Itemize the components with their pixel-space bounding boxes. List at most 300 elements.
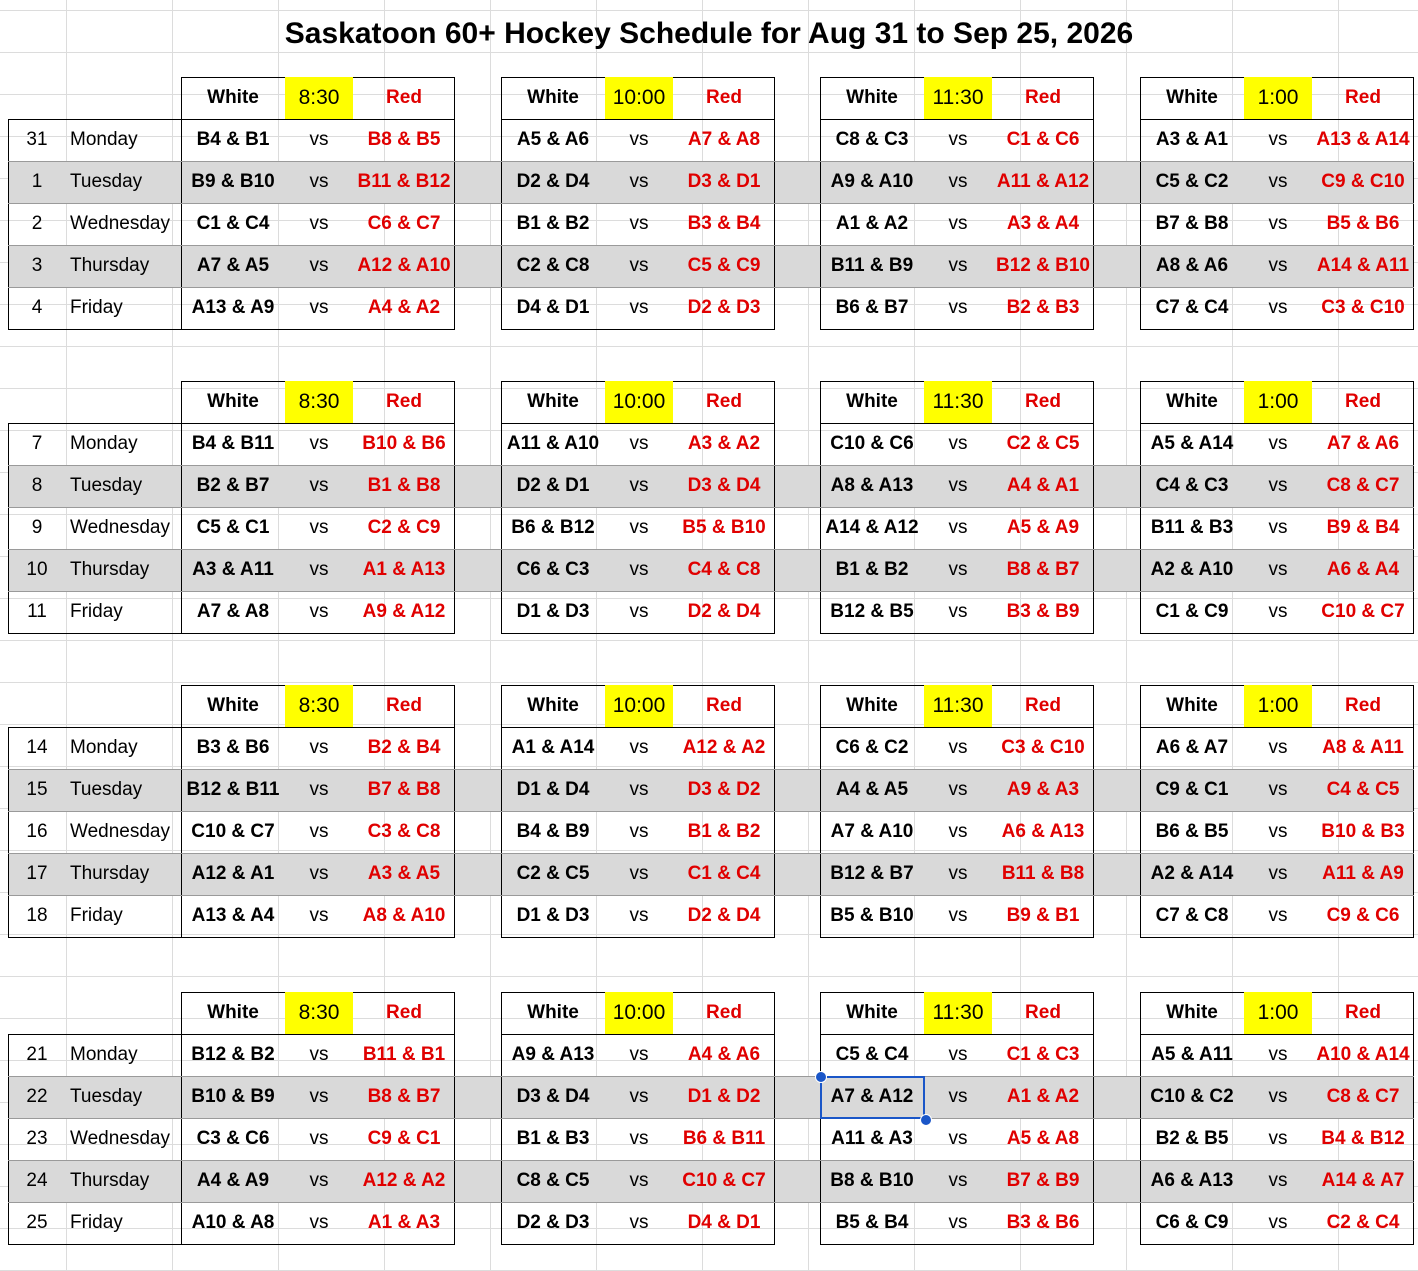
red-team-cell[interactable]: A7 & A6 xyxy=(1326,433,1400,454)
vs-cell[interactable]: vs xyxy=(309,559,329,580)
vs-cell[interactable]: vs xyxy=(1268,737,1288,758)
white-team-cell[interactable]: D2 & D4 xyxy=(516,171,590,192)
vs-cell[interactable]: vs xyxy=(948,171,968,192)
red-team-cell[interactable]: B4 & B12 xyxy=(1321,1128,1405,1149)
vs-cell[interactable]: vs xyxy=(1268,171,1288,192)
day-cell[interactable]: Monday xyxy=(70,737,138,758)
white-team-cell[interactable]: D1 & D3 xyxy=(516,905,590,926)
red-team-cell[interactable]: A4 & A6 xyxy=(687,1044,761,1065)
red-team-cell[interactable]: D3 & D1 xyxy=(687,171,761,192)
red-team-cell[interactable]: C3 & C10 xyxy=(1321,297,1405,318)
white-team-cell[interactable]: A3 & A11 xyxy=(192,559,274,580)
white-team-cell[interactable]: A2 & A14 xyxy=(1150,863,1234,884)
date-cell[interactable]: 23 xyxy=(26,1128,48,1149)
red-team-cell[interactable]: A10 & A14 xyxy=(1316,1044,1410,1065)
white-team-cell[interactable]: A5 & A11 xyxy=(1151,1044,1233,1065)
white-team-cell[interactable]: C8 & C5 xyxy=(516,1170,590,1191)
vs-cell[interactable]: vs xyxy=(629,1170,649,1191)
header-white[interactable]: White xyxy=(1166,391,1218,412)
header-white[interactable]: White xyxy=(527,391,579,412)
white-team-cell[interactable]: D2 & D1 xyxy=(516,475,590,496)
vs-cell[interactable]: vs xyxy=(948,779,968,800)
red-team-cell[interactable]: A12 & A2 xyxy=(682,737,766,758)
white-team-cell[interactable]: A5 & A14 xyxy=(1150,433,1234,454)
day-cell[interactable]: Monday xyxy=(70,129,138,150)
vs-cell[interactable]: vs xyxy=(629,905,649,926)
red-team-cell[interactable]: A3 & A5 xyxy=(367,863,441,884)
red-team-cell[interactable]: A1 & A2 xyxy=(1006,1086,1080,1107)
red-team-cell[interactable]: C2 & C5 xyxy=(1006,433,1080,454)
red-team-cell[interactable]: A12 & A10 xyxy=(357,255,451,276)
header-white[interactable]: White xyxy=(1166,1002,1218,1023)
white-team-cell[interactable]: A5 & A6 xyxy=(516,129,590,150)
red-team-cell[interactable]: A8 & A11 xyxy=(1322,737,1404,758)
header-time[interactable]: 10:00 xyxy=(605,992,673,1034)
vs-cell[interactable]: vs xyxy=(1268,863,1288,884)
white-team-cell[interactable]: C10 & C6 xyxy=(830,433,914,454)
day-cell[interactable]: Thursday xyxy=(70,863,150,884)
red-team-cell[interactable]: B5 & B6 xyxy=(1326,213,1400,234)
white-team-cell[interactable]: C6 & C3 xyxy=(516,559,590,580)
date-cell[interactable]: 18 xyxy=(26,905,48,926)
header-white[interactable]: White xyxy=(207,1002,259,1023)
red-team-cell[interactable]: C4 & C5 xyxy=(1326,779,1400,800)
white-team-cell[interactable]: C1 & C9 xyxy=(1155,601,1229,622)
day-cell[interactable]: Friday xyxy=(70,297,123,318)
white-team-cell[interactable]: C3 & C6 xyxy=(196,1128,270,1149)
white-team-cell[interactable]: B6 & B7 xyxy=(835,297,909,318)
vs-cell[interactable]: vs xyxy=(309,905,329,926)
vs-cell[interactable]: vs xyxy=(948,1044,968,1065)
white-team-cell[interactable]: B1 & B2 xyxy=(516,213,590,234)
white-team-cell[interactable]: C5 & C2 xyxy=(1155,171,1229,192)
vs-cell[interactable]: vs xyxy=(948,1170,968,1191)
header-white[interactable]: White xyxy=(207,695,259,716)
vs-cell[interactable]: vs xyxy=(309,1086,329,1107)
red-team-cell[interactable]: A14 & A7 xyxy=(1321,1170,1405,1191)
header-red[interactable]: Red xyxy=(1345,695,1381,716)
white-team-cell[interactable]: C5 & C1 xyxy=(196,517,270,538)
header-white[interactable]: White xyxy=(846,87,898,108)
header-time[interactable]: 8:30 xyxy=(285,685,353,727)
red-team-cell[interactable]: A14 & A11 xyxy=(1316,255,1410,276)
vs-cell[interactable]: vs xyxy=(1268,1170,1288,1191)
vs-cell[interactable]: vs xyxy=(948,213,968,234)
header-red[interactable]: Red xyxy=(1025,695,1061,716)
header-red[interactable]: Red xyxy=(706,391,742,412)
vs-cell[interactable]: vs xyxy=(309,517,329,538)
white-team-cell[interactable]: C2 & C8 xyxy=(516,255,590,276)
vs-cell[interactable]: vs xyxy=(629,1212,649,1233)
red-team-cell[interactable]: B7 & B9 xyxy=(1006,1170,1080,1191)
header-time[interactable]: 8:30 xyxy=(285,77,353,119)
vs-cell[interactable]: vs xyxy=(629,559,649,580)
header-white[interactable]: White xyxy=(1166,695,1218,716)
vs-cell[interactable]: vs xyxy=(629,475,649,496)
white-team-cell[interactable]: A13 & A4 xyxy=(191,905,275,926)
white-team-cell[interactable]: A1 & A2 xyxy=(835,213,909,234)
date-cell[interactable]: 24 xyxy=(26,1170,48,1191)
header-time[interactable]: 11:30 xyxy=(924,992,992,1034)
white-team-cell[interactable]: D2 & D3 xyxy=(516,1212,590,1233)
red-team-cell[interactable]: B5 & B10 xyxy=(682,517,766,538)
white-team-cell[interactable]: C10 & C7 xyxy=(191,821,275,842)
white-team-cell[interactable]: A3 & A1 xyxy=(1155,129,1229,150)
vs-cell[interactable]: vs xyxy=(948,517,968,538)
vs-cell[interactable]: vs xyxy=(309,213,329,234)
red-team-cell[interactable]: D3 & D4 xyxy=(687,475,761,496)
red-team-cell[interactable]: A1 & A13 xyxy=(362,559,446,580)
header-red[interactable]: Red xyxy=(1345,1002,1381,1023)
red-team-cell[interactable]: B9 & B4 xyxy=(1326,517,1400,538)
vs-cell[interactable]: vs xyxy=(948,1086,968,1107)
vs-cell[interactable]: vs xyxy=(1268,297,1288,318)
vs-cell[interactable]: vs xyxy=(629,1044,649,1065)
day-cell[interactable]: Tuesday xyxy=(70,779,143,800)
white-team-cell[interactable]: B7 & B8 xyxy=(1155,213,1229,234)
vs-cell[interactable]: vs xyxy=(629,779,649,800)
white-team-cell[interactable]: C7 & C8 xyxy=(1155,905,1229,926)
vs-cell[interactable]: vs xyxy=(309,433,329,454)
red-team-cell[interactable]: C2 & C4 xyxy=(1326,1212,1400,1233)
white-team-cell[interactable]: A11 & A10 xyxy=(506,433,600,454)
vs-cell[interactable]: vs xyxy=(948,737,968,758)
vs-cell[interactable]: vs xyxy=(629,863,649,884)
vs-cell[interactable]: vs xyxy=(309,171,329,192)
vs-cell[interactable]: vs xyxy=(629,297,649,318)
vs-cell[interactable]: vs xyxy=(948,863,968,884)
white-team-cell[interactable]: B2 & B5 xyxy=(1155,1128,1229,1149)
red-team-cell[interactable]: A8 & A10 xyxy=(362,905,446,926)
vs-cell[interactable]: vs xyxy=(1268,559,1288,580)
header-white[interactable]: White xyxy=(527,695,579,716)
header-red[interactable]: Red xyxy=(386,1002,422,1023)
header-white[interactable]: White xyxy=(207,391,259,412)
red-team-cell[interactable]: B7 & B8 xyxy=(367,779,441,800)
white-team-cell[interactable]: B3 & B6 xyxy=(196,737,270,758)
white-team-cell[interactable]: B11 & B3 xyxy=(1150,517,1234,538)
white-team-cell[interactable]: B10 & B9 xyxy=(191,1086,275,1107)
red-team-cell[interactable]: A9 & A12 xyxy=(362,601,446,622)
sheet-title[interactable]: Saskatoon 60+ Hockey Schedule for Aug 31 to Sep 25, 2026 xyxy=(284,17,1134,50)
red-team-cell[interactable]: B9 & B1 xyxy=(1006,905,1080,926)
vs-cell[interactable]: vs xyxy=(629,129,649,150)
white-team-cell[interactable]: A1 & A14 xyxy=(511,737,595,758)
red-team-cell[interactable]: C9 & C6 xyxy=(1326,905,1400,926)
red-team-cell[interactable]: A13 & A14 xyxy=(1316,129,1410,150)
vs-cell[interactable]: vs xyxy=(948,821,968,842)
red-team-cell[interactable]: A11 & A9 xyxy=(1322,863,1404,884)
white-team-cell[interactable]: A2 & A10 xyxy=(1150,559,1234,580)
red-team-cell[interactable]: D3 & D2 xyxy=(687,779,761,800)
header-red[interactable]: Red xyxy=(1025,87,1061,108)
red-team-cell[interactable]: A12 & A2 xyxy=(362,1170,446,1191)
day-cell[interactable]: Wednesday xyxy=(70,1128,170,1149)
red-team-cell[interactable]: A1 & A3 xyxy=(367,1212,441,1233)
white-team-cell[interactable]: B6 & B12 xyxy=(511,517,595,538)
red-team-cell[interactable]: C9 & C10 xyxy=(1321,171,1405,192)
vs-cell[interactable]: vs xyxy=(309,1170,329,1191)
red-team-cell[interactable]: A5 & A9 xyxy=(1006,517,1080,538)
vs-cell[interactable]: vs xyxy=(309,863,329,884)
date-cell[interactable]: 31 xyxy=(26,129,48,150)
header-red[interactable]: Red xyxy=(1345,87,1381,108)
white-team-cell[interactable]: B1 & B3 xyxy=(516,1128,590,1149)
red-team-cell[interactable]: B2 & B3 xyxy=(1006,297,1080,318)
selection-handle-top-left[interactable] xyxy=(815,1071,827,1083)
vs-cell[interactable]: vs xyxy=(629,821,649,842)
vs-cell[interactable]: vs xyxy=(1268,255,1288,276)
red-team-cell[interactable]: C6 & C7 xyxy=(367,213,441,234)
day-cell[interactable]: Tuesday xyxy=(70,171,143,192)
red-team-cell[interactable]: C1 & C3 xyxy=(1006,1044,1080,1065)
red-team-cell[interactable]: A7 & A8 xyxy=(687,129,761,150)
vs-cell[interactable]: vs xyxy=(629,601,649,622)
white-team-cell[interactable]: B4 & B1 xyxy=(196,129,270,150)
vs-cell[interactable]: vs xyxy=(309,255,329,276)
day-cell[interactable]: Tuesday xyxy=(70,475,143,496)
date-cell[interactable]: 11 xyxy=(27,601,47,622)
header-red[interactable]: Red xyxy=(386,695,422,716)
red-team-cell[interactable]: C3 & C10 xyxy=(1001,737,1085,758)
header-white[interactable]: White xyxy=(846,391,898,412)
header-time[interactable]: 11:30 xyxy=(924,77,992,119)
header-red[interactable]: Red xyxy=(706,87,742,108)
day-cell[interactable]: Friday xyxy=(70,601,123,622)
white-team-cell[interactable]: A12 & A1 xyxy=(191,863,275,884)
red-team-cell[interactable]: A9 & A3 xyxy=(1006,779,1080,800)
white-team-cell[interactable]: C6 & C9 xyxy=(1155,1212,1229,1233)
white-team-cell[interactable]: C5 & C4 xyxy=(835,1044,909,1065)
date-cell[interactable]: 21 xyxy=(26,1044,48,1065)
white-team-cell[interactable]: C9 & C1 xyxy=(1155,779,1229,800)
white-team-cell[interactable]: A7 & A10 xyxy=(830,821,914,842)
red-team-cell[interactable]: B3 & B6 xyxy=(1006,1212,1080,1233)
white-team-cell[interactable]: A9 & A10 xyxy=(830,171,914,192)
vs-cell[interactable]: vs xyxy=(309,601,329,622)
vs-cell[interactable]: vs xyxy=(629,737,649,758)
red-team-cell[interactable]: B8 & B7 xyxy=(1006,559,1080,580)
vs-cell[interactable]: vs xyxy=(1268,129,1288,150)
vs-cell[interactable]: vs xyxy=(1268,1212,1288,1233)
day-cell[interactable]: Thursday xyxy=(70,255,150,276)
day-cell[interactable]: Wednesday xyxy=(70,213,170,234)
red-team-cell[interactable]: B10 & B6 xyxy=(362,433,446,454)
white-team-cell[interactable]: A4 & A5 xyxy=(835,779,909,800)
date-cell[interactable]: 4 xyxy=(31,297,43,318)
white-team-cell[interactable]: B5 & B4 xyxy=(835,1212,909,1233)
white-team-cell[interactable]: A6 & A13 xyxy=(1150,1170,1234,1191)
header-red[interactable]: Red xyxy=(1025,391,1061,412)
vs-cell[interactable]: vs xyxy=(629,213,649,234)
header-white[interactable]: White xyxy=(846,1002,898,1023)
red-team-cell[interactable]: B1 & B2 xyxy=(687,821,761,842)
red-team-cell[interactable]: C8 & C7 xyxy=(1326,1086,1400,1107)
date-cell[interactable]: 17 xyxy=(26,863,48,884)
vs-cell[interactable]: vs xyxy=(309,821,329,842)
header-white[interactable]: White xyxy=(527,87,579,108)
selection-handle-bottom-right[interactable] xyxy=(920,1114,932,1126)
red-team-cell[interactable]: A3 & A4 xyxy=(1006,213,1080,234)
vs-cell[interactable]: vs xyxy=(309,1128,329,1149)
vs-cell[interactable]: vs xyxy=(948,475,968,496)
white-team-cell[interactable]: A8 & A6 xyxy=(1155,255,1229,276)
date-cell[interactable]: 2 xyxy=(31,213,43,234)
day-cell[interactable]: Thursday xyxy=(70,1170,150,1191)
red-team-cell[interactable]: B11 & B12 xyxy=(357,171,451,192)
red-team-cell[interactable]: C9 & C1 xyxy=(367,1128,441,1149)
white-team-cell[interactable]: D1 & D4 xyxy=(516,779,590,800)
header-white[interactable]: White xyxy=(207,87,259,108)
white-team-cell[interactable]: B12 & B5 xyxy=(830,601,914,622)
vs-cell[interactable]: vs xyxy=(309,779,329,800)
vs-cell[interactable]: vs xyxy=(309,297,329,318)
header-red[interactable]: Red xyxy=(1025,1002,1061,1023)
vs-cell[interactable]: vs xyxy=(309,475,329,496)
red-team-cell[interactable]: B11 & B8 xyxy=(1001,863,1085,884)
vs-cell[interactable]: vs xyxy=(948,1212,968,1233)
header-time[interactable]: 8:30 xyxy=(285,992,353,1034)
vs-cell[interactable]: vs xyxy=(629,1128,649,1149)
header-red[interactable]: Red xyxy=(706,1002,742,1023)
white-team-cell[interactable]: C10 & C2 xyxy=(1150,1086,1234,1107)
header-time[interactable]: 11:30 xyxy=(924,685,992,727)
date-cell[interactable]: 8 xyxy=(31,475,43,496)
white-team-cell[interactable]: A7 & A12 xyxy=(830,1086,914,1107)
white-team-cell[interactable]: B12 & B11 xyxy=(186,779,280,800)
red-team-cell[interactable]: A6 & A4 xyxy=(1326,559,1400,580)
red-team-cell[interactable]: A11 & A12 xyxy=(996,171,1090,192)
white-team-cell[interactable]: A7 & A5 xyxy=(196,255,270,276)
red-team-cell[interactable]: D2 & D4 xyxy=(687,905,761,926)
red-team-cell[interactable]: C8 & C7 xyxy=(1326,475,1400,496)
red-team-cell[interactable]: D2 & D3 xyxy=(687,297,761,318)
date-cell[interactable]: 22 xyxy=(26,1086,48,1107)
vs-cell[interactable]: vs xyxy=(948,559,968,580)
vs-cell[interactable]: vs xyxy=(629,517,649,538)
red-team-cell[interactable]: A5 & A8 xyxy=(1006,1128,1080,1149)
header-time[interactable]: 8:30 xyxy=(285,381,353,423)
red-team-cell[interactable]: B6 & B11 xyxy=(682,1128,766,1149)
day-cell[interactable]: Monday xyxy=(70,1044,138,1065)
vs-cell[interactable]: vs xyxy=(629,255,649,276)
white-team-cell[interactable]: B1 & B2 xyxy=(835,559,909,580)
day-cell[interactable]: Wednesday xyxy=(70,821,170,842)
header-red[interactable]: Red xyxy=(1345,391,1381,412)
vs-cell[interactable]: vs xyxy=(948,433,968,454)
red-team-cell[interactable]: A4 & A1 xyxy=(1006,475,1080,496)
vs-cell[interactable]: vs xyxy=(948,297,968,318)
red-team-cell[interactable]: D4 & D1 xyxy=(687,1212,761,1233)
white-team-cell[interactable]: A6 & A7 xyxy=(1155,737,1229,758)
day-cell[interactable]: Thursday xyxy=(70,559,150,580)
white-team-cell[interactable]: A14 & A12 xyxy=(825,517,919,538)
vs-cell[interactable]: vs xyxy=(948,1128,968,1149)
white-team-cell[interactable]: B12 & B2 xyxy=(191,1044,275,1065)
white-team-cell[interactable]: B11 & B9 xyxy=(830,255,914,276)
white-team-cell[interactable]: A10 & A8 xyxy=(191,1212,275,1233)
header-time[interactable]: 1:00 xyxy=(1244,992,1312,1034)
red-team-cell[interactable]: C2 & C9 xyxy=(367,517,441,538)
date-cell[interactable]: 9 xyxy=(31,517,43,538)
day-cell[interactable]: Tuesday xyxy=(70,1086,143,1107)
date-cell[interactable]: 16 xyxy=(26,821,48,842)
red-team-cell[interactable]: C10 & C7 xyxy=(1321,601,1405,622)
red-team-cell[interactable]: C5 & C9 xyxy=(687,255,761,276)
red-team-cell[interactable]: A3 & A2 xyxy=(687,433,761,454)
vs-cell[interactable]: vs xyxy=(629,171,649,192)
red-team-cell[interactable]: D1 & D2 xyxy=(687,1086,761,1107)
white-team-cell[interactable]: B12 & B7 xyxy=(830,863,914,884)
vs-cell[interactable]: vs xyxy=(309,1044,329,1065)
date-cell[interactable]: 1 xyxy=(31,171,43,192)
red-team-cell[interactable]: B10 & B3 xyxy=(1321,821,1405,842)
white-team-cell[interactable]: C4 & C3 xyxy=(1155,475,1229,496)
date-cell[interactable]: 10 xyxy=(26,559,48,580)
white-team-cell[interactable]: A8 & A13 xyxy=(830,475,914,496)
white-team-cell[interactable]: A9 & A13 xyxy=(511,1044,595,1065)
white-team-cell[interactable]: D1 & D3 xyxy=(516,601,590,622)
red-team-cell[interactable]: A6 & A13 xyxy=(1001,821,1085,842)
vs-cell[interactable]: vs xyxy=(1268,433,1288,454)
vs-cell[interactable]: vs xyxy=(629,433,649,454)
header-time[interactable]: 10:00 xyxy=(605,685,673,727)
white-team-cell[interactable]: C6 & C2 xyxy=(835,737,909,758)
header-white[interactable]: White xyxy=(527,1002,579,1023)
header-time[interactable]: 1:00 xyxy=(1244,77,1312,119)
red-team-cell[interactable]: B1 & B8 xyxy=(367,475,441,496)
header-time[interactable]: 10:00 xyxy=(605,381,673,423)
red-team-cell[interactable]: C4 & C8 xyxy=(687,559,761,580)
vs-cell[interactable]: vs xyxy=(1268,1128,1288,1149)
white-team-cell[interactable]: B4 & B11 xyxy=(191,433,275,454)
red-team-cell[interactable]: C3 & C8 xyxy=(367,821,441,842)
white-team-cell[interactable]: C7 & C4 xyxy=(1155,297,1229,318)
vs-cell[interactable]: vs xyxy=(948,601,968,622)
vs-cell[interactable]: vs xyxy=(1268,821,1288,842)
vs-cell[interactable]: vs xyxy=(948,129,968,150)
white-team-cell[interactable]: C8 & C3 xyxy=(835,129,909,150)
date-cell[interactable]: 15 xyxy=(26,779,48,800)
white-team-cell[interactable]: D4 & D1 xyxy=(516,297,590,318)
vs-cell[interactable]: vs xyxy=(1268,517,1288,538)
white-team-cell[interactable]: A11 & A3 xyxy=(831,1128,913,1149)
white-team-cell[interactable]: C1 & C4 xyxy=(196,213,270,234)
white-team-cell[interactable]: A4 & A9 xyxy=(196,1170,270,1191)
vs-cell[interactable]: vs xyxy=(309,737,329,758)
day-cell[interactable]: Friday xyxy=(70,905,123,926)
white-team-cell[interactable]: B8 & B10 xyxy=(830,1170,914,1191)
header-time[interactable]: 1:00 xyxy=(1244,381,1312,423)
white-team-cell[interactable]: B9 & B10 xyxy=(191,171,275,192)
vs-cell[interactable]: vs xyxy=(948,255,968,276)
date-cell[interactable]: 7 xyxy=(31,433,43,454)
red-team-cell[interactable]: B8 & B7 xyxy=(367,1086,441,1107)
red-team-cell[interactable]: C10 & C7 xyxy=(682,1170,766,1191)
day-cell[interactable]: Monday xyxy=(70,433,138,454)
red-team-cell[interactable]: C1 & C6 xyxy=(1006,129,1080,150)
header-red[interactable]: Red xyxy=(386,87,422,108)
vs-cell[interactable]: vs xyxy=(309,129,329,150)
header-red[interactable]: Red xyxy=(386,391,422,412)
date-cell[interactable]: 3 xyxy=(31,255,43,276)
header-time[interactable]: 10:00 xyxy=(605,77,673,119)
vs-cell[interactable]: vs xyxy=(1268,213,1288,234)
red-team-cell[interactable]: A4 & A2 xyxy=(367,297,441,318)
header-time[interactable]: 11:30 xyxy=(924,381,992,423)
vs-cell[interactable]: vs xyxy=(1268,1044,1288,1065)
vs-cell[interactable]: vs xyxy=(948,905,968,926)
